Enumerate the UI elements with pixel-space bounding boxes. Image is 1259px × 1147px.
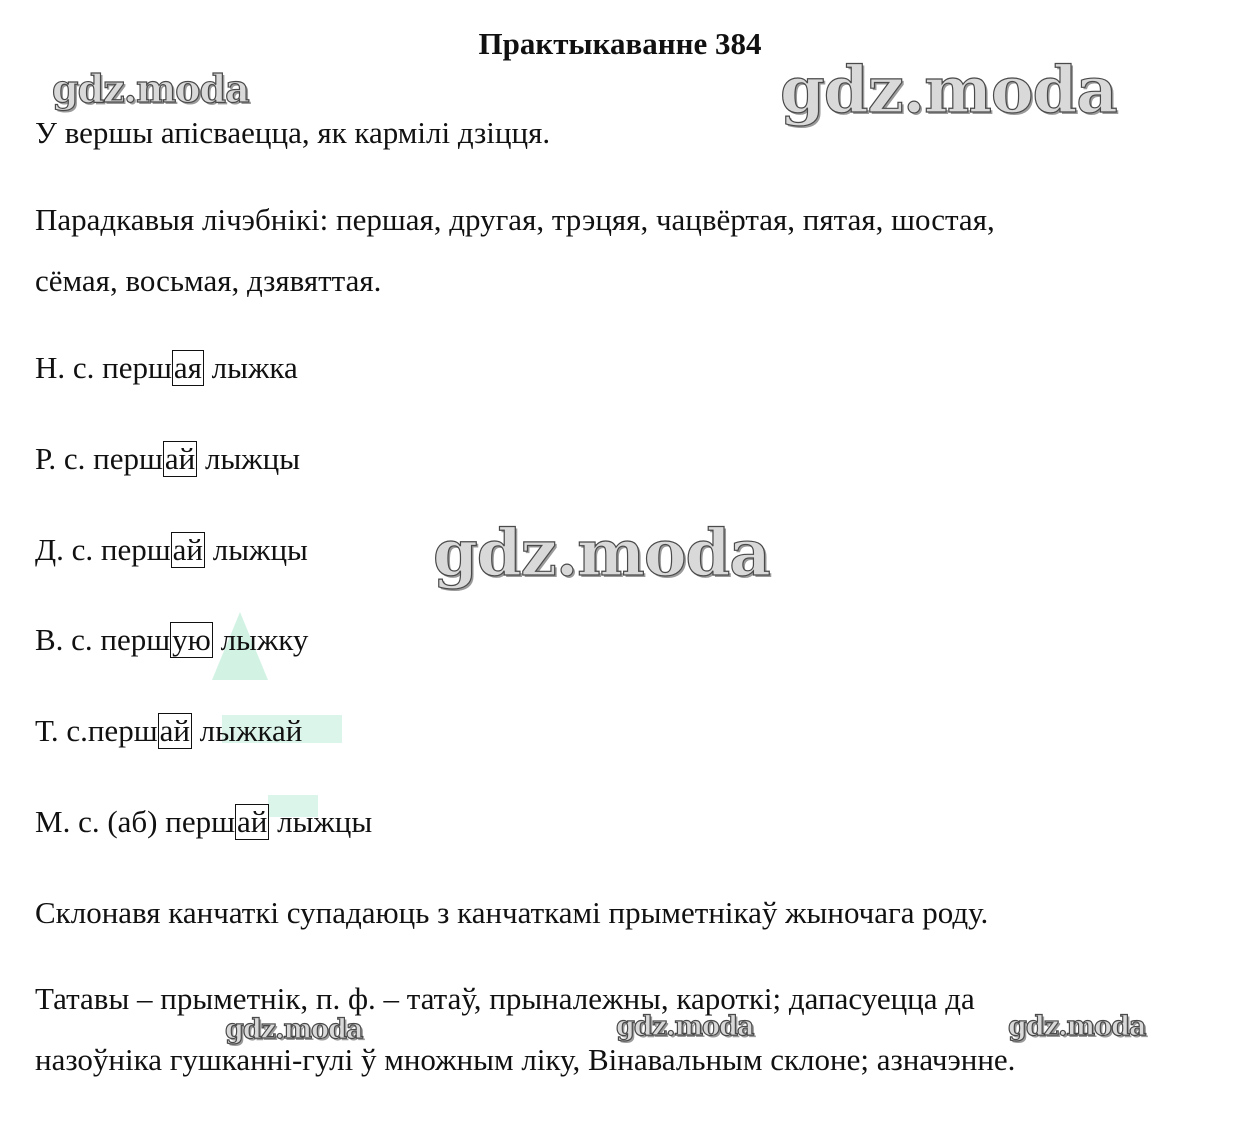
declension-ending-box: ую <box>172 622 211 657</box>
declension-ending-box: ай <box>164 441 196 476</box>
paragraph-poem-summary: У вершы апісваецца, як кармілі дзіцця. <box>35 115 551 150</box>
paragraph-analysis-line2: назоўніка гушканні-гулі ў множным ліку, Вінавальным склоне; азначэнне. <box>35 1042 1016 1077</box>
declension-stem: Н. с. перш <box>35 350 172 385</box>
declension-noun: лыжкай <box>191 713 303 748</box>
declension-noun: лыжцы <box>204 532 308 567</box>
declension-ending-box: ай <box>159 713 190 748</box>
declension-stem: Р. с. перш <box>35 441 163 476</box>
declension-row-nominative <box>35 348 298 388</box>
declension-row-genitive <box>35 439 300 479</box>
paragraph-ordinals-line1: Парадкавыя лічэбнікі: першая, другая, трэцяя, чацвёртая, пятая, шостая, <box>35 202 995 237</box>
paragraph-ordinals-line2: сёмая, восьмая, дзявяттая. <box>35 263 382 298</box>
page-title: Практыкаванне 384 <box>478 26 762 61</box>
declension-stem: В. с. перш <box>35 622 171 657</box>
declension-stem: М. с. (аб) перш <box>35 804 235 839</box>
watermark: gdz.moda <box>433 516 770 591</box>
declension-ending-box: ай <box>236 804 268 839</box>
declension-stem: Д. с. перш <box>35 532 171 567</box>
declension-noun: лыжку <box>212 622 309 657</box>
watermark: gdz.moda <box>780 53 1117 128</box>
paragraph-analysis-line1: Татавы – прыметнік, п. ф. – татаў, прыналежны, кароткі; дапасуецца да <box>35 981 975 1016</box>
declension-row-dative <box>35 530 308 570</box>
declension-noun: лыжка <box>203 350 298 385</box>
declension-row-accusative <box>35 620 308 660</box>
paragraph-conclusion: Склонавя канчаткі супадаюць з канчаткамі прыметнікаў жыночага роду. <box>35 895 989 930</box>
declension-stem: Т. с.перш <box>35 713 158 748</box>
watermark: gdz.moda <box>52 66 249 111</box>
declension-row-instrumental <box>35 711 302 751</box>
declension-ending-box: ая <box>173 350 202 385</box>
watermark: gdz.moda <box>225 1014 363 1045</box>
declension-noun: лыжцы <box>269 804 373 839</box>
watermark: gdz.moda <box>1008 1011 1146 1042</box>
declension-noun: лыжцы <box>197 441 301 476</box>
declension-row-locative <box>35 802 372 842</box>
declension-ending-box: ай <box>172 532 203 567</box>
watermark: gdz.moda <box>616 1011 754 1042</box>
